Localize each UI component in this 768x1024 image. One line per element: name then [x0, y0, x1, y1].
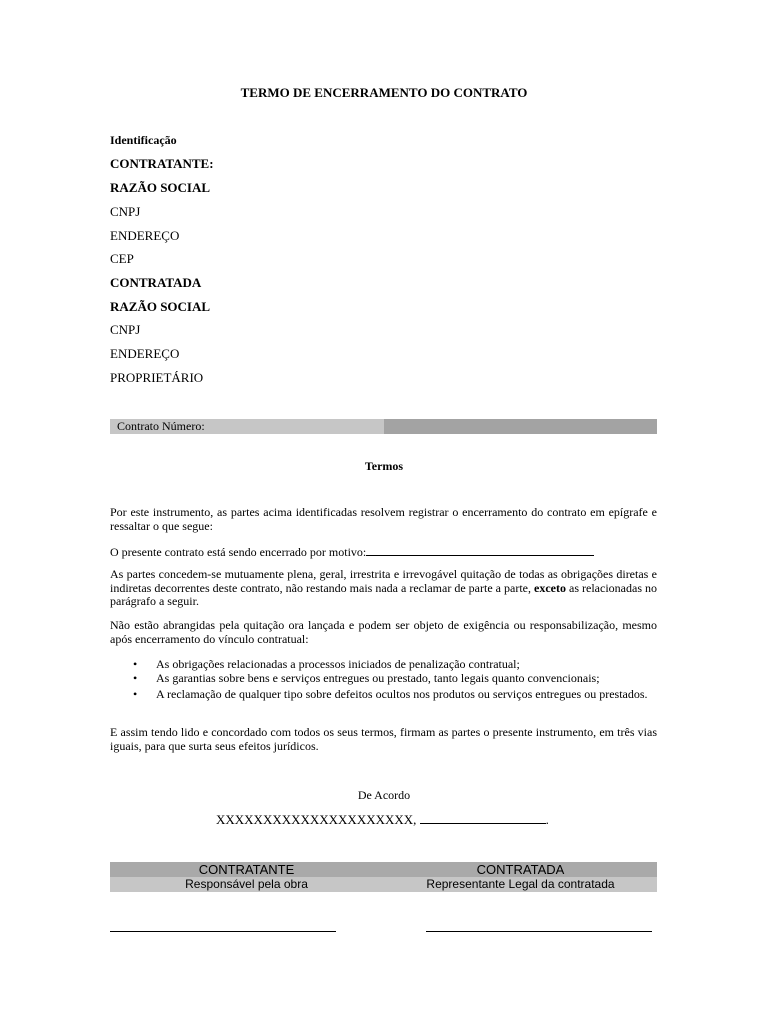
paragraph-intro: Por este instrumento, as partes acima identificadas resolvem registrar o encerramento do contrato em epígrafe e ressaltar o que segue: — [110, 505, 657, 533]
contract-number-bar — [110, 419, 657, 434]
contratante-cnpj: CNPJ — [110, 204, 141, 219]
agreement-trailing-dot: . — [545, 812, 549, 827]
contratante-heading: CONTRATANTE — [198, 862, 295, 877]
contratada-label: CONTRATADA — [110, 275, 202, 290]
reason-blank-line — [366, 544, 594, 556]
contract-number-value-cell — [384, 419, 657, 434]
quitacao-text-end: as relacionadas no parágrafo a seguir. — [110, 580, 658, 608]
contratada-proprietario: PROPRIETÁRIO — [110, 370, 204, 385]
reason-label: O presente contrato está sendo encerrado por motivo: — [110, 545, 367, 559]
contratante-razao-social: RAZÃO SOCIAL — [110, 180, 211, 195]
identification-heading: Identificação — [110, 133, 177, 147]
bullet-icon: • — [133, 671, 138, 685]
contratada-razao-social: RAZÃO SOCIAL — [110, 299, 211, 314]
list-item-text: A reclamação de qualquer tipo sobre defeitos ocultos nos produtos ou serviços entregues ou prestados. — [156, 687, 648, 701]
contratada-endereco: ENDEREÇO — [110, 346, 180, 361]
contratada-heading: CONTRATADA — [476, 862, 565, 877]
contratada-role: Representante Legal da contratada — [426, 877, 615, 891]
quitacao-text: As partes concedem-se mutuamente plena, geral, irrestrita e irrevogável quitação de todas as obrigações diretas e indiretas decorrentes deste contrato, não restando mais nada a reclamar de parte a parte, — [110, 567, 657, 595]
document-title: TERMO DE ENCERRAMENTO DO CONTRATO — [240, 85, 528, 100]
agreement-placeholder: XXXXXXXXXXXXXXXXXXXXX, — [216, 812, 417, 827]
paragraph-exclusions: Não estão abrangidas pela quitação ora lançada e podem ser objeto de exigência ou responsabilização, mesmo após encerramento do vínculo contratual: — [110, 618, 657, 646]
agreement-heading: De Acordo — [357, 788, 411, 802]
date-blank-line — [420, 812, 546, 824]
list-item-text: As garantias sobre bens e serviços entregues ou prestado, tanto legais quanto convencionais; — [156, 671, 600, 685]
contratante-role: Responsável pela obra — [185, 877, 308, 891]
contratante-cep: CEP — [110, 251, 134, 266]
contratada-cnpj: CNPJ — [110, 322, 141, 337]
contratada-signature-line — [426, 931, 652, 932]
signature-table-header-row — [110, 862, 657, 877]
quitacao-exceto: exceto — [534, 580, 566, 595]
contract-number-label: Contrato Número: — [117, 419, 205, 433]
agreement-place-date — [216, 812, 549, 828]
contratante-endereco: ENDEREÇO — [110, 228, 180, 243]
bullet-icon: • — [133, 687, 138, 701]
bullet-icon: • — [133, 657, 138, 671]
contratante-signature-line — [110, 931, 336, 932]
list-item-text: As obrigações relacionadas a processos iniciados de penalização contratual; — [156, 657, 520, 671]
paragraph-quitacao — [110, 568, 657, 609]
signature-table — [110, 862, 657, 892]
paragraph-closing: E assim tendo lido e concordado com todos os seus termos, firmam as partes o presente instrumento, em três vias iguais, para que surta seus efeitos jurídicos. — [110, 725, 657, 753]
paragraph-reason — [110, 544, 657, 560]
signature-table-role-row — [110, 877, 657, 892]
terms-heading: Termos — [364, 459, 404, 473]
contratante-label: CONTRATANTE: — [110, 156, 214, 171]
